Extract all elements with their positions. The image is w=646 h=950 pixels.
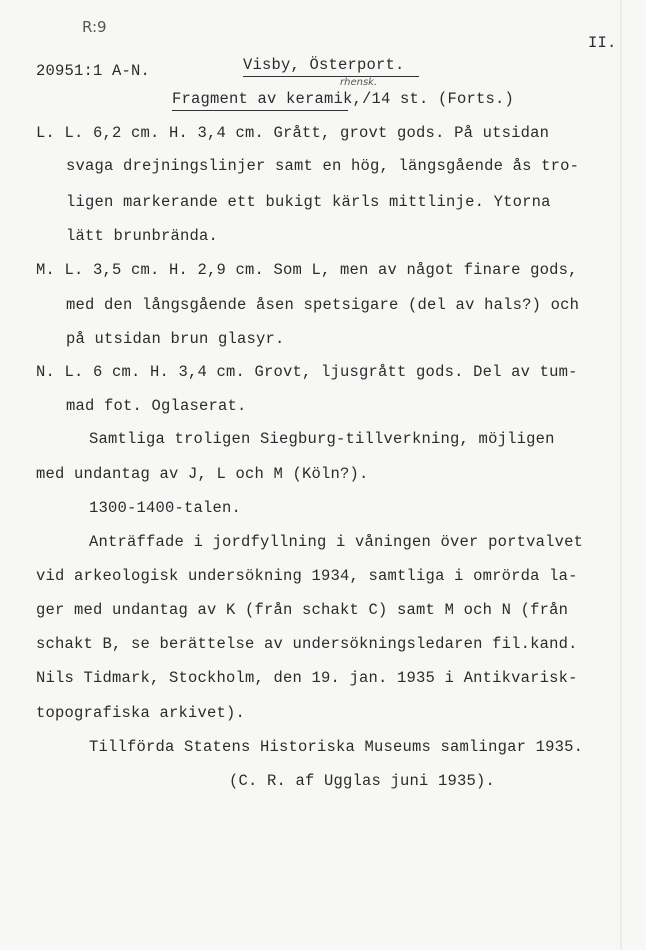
text-line: vid arkeologisk undersökning 1934, samtliga i omrörda la- — [36, 567, 578, 585]
text-line: L. L. 6,2 cm. H. 3,4 cm. Grått, grovt gods. På utsidan — [36, 124, 550, 142]
page-number: II. — [588, 34, 617, 52]
subtitle: Fragment av keramik,/14 st. (Forts.) — [172, 90, 515, 108]
text-line: Anträffade i jordfyllning i våningen över portvalvet — [89, 533, 584, 551]
text-line: schakt B, se berättelse av undersökningsledaren fil.kand. — [36, 635, 578, 653]
text-line: ligen markerande ett bukigt kärls mittlinje. Ytorna — [66, 193, 551, 211]
text-line: Nils Tidmark, Stockholm, den 19. jan. 1935 i Antikvarisk- — [36, 669, 578, 687]
text-line: med undantag av J, L och M (Köln?). — [36, 465, 369, 483]
text-line: ger med undantag av K (från schakt C) samt M och N (från — [36, 601, 569, 619]
text-line: svaga drejningslinjer samt en hög, längsgående ås tro- — [66, 157, 580, 175]
text-line: Tillförda Statens Historiska Museums samlingar 1935. — [89, 738, 584, 756]
handwritten-insert: rhensk. — [340, 77, 378, 88]
text-line: 1300-1400-talen. — [89, 499, 242, 517]
catalog-number: 20951:1 A-N. — [36, 62, 151, 80]
text-line: på utsidan brun glasyr. — [66, 330, 285, 348]
card-fold-mark — [620, 0, 622, 950]
text-line: N. L. 6 cm. H. 3,4 cm. Grovt, ljusgrått gods. Del av tum- — [36, 363, 578, 381]
text-line: topografiska arkivet). — [36, 704, 246, 722]
text-line: Samtliga troligen Siegburg-tillverkning, möjligen — [89, 430, 555, 448]
text-line: M. L. 3,5 cm. H. 2,9 cm. Som L, men av något finare gods, — [36, 261, 578, 279]
location-heading: Visby, Österport. — [243, 56, 405, 74]
corner-note: R:9 — [82, 18, 107, 36]
text-line: mad fot. Oglaserat. — [66, 397, 247, 415]
subtitle-underline — [172, 110, 348, 111]
text-line: med den långsgående åsen spetsigare (del av hals?) och — [66, 296, 580, 314]
location-underline — [243, 76, 419, 77]
text-line: (C. R. af Ugglas juni 1935). — [229, 772, 496, 790]
text-line: lätt brunbrända. — [66, 227, 219, 245]
